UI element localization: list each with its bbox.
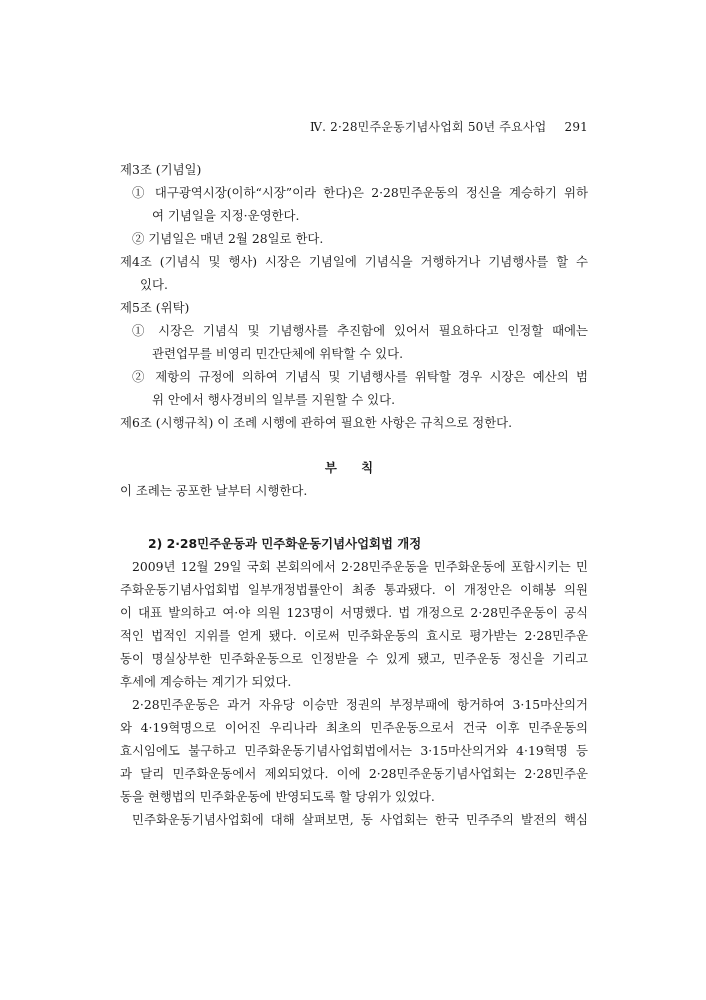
article-5-paragraph-1-line-2: 관련업무를 비영리 민간단체에 위탁할 수 있다. — [152, 346, 404, 361]
paragraph-line: 주화운동기념사업회법 일부개정법률안이 최종 통과됐다. 이 개정안은 이해봉 의원 — [120, 582, 588, 597]
paragraph-line: 과 달리 민주화운동에서 제외되었다. 이에 2·28민주운동기념사업회는 2·28민주운 — [120, 766, 588, 781]
article-3-paragraph-1-line-2: 여 기념일을 지정·운영한다. — [152, 208, 300, 223]
page-number: 291 — [564, 120, 588, 134]
addendum-text: 이 조례는 공포한 날부터 시행한다. — [120, 483, 308, 498]
paragraph-line: 민주화운동기념사업회에 대해 살펴보면, 동 사업회는 한국 민주주의 발전의 핵심 — [132, 812, 588, 827]
section-paragraph-2 — [120, 693, 588, 808]
running-header — [310, 118, 588, 135]
paragraph-line: 적인 법적인 지위를 얻게 됐다. 이로써 민주화운동의 효시로 평가받는 2·28민주운 — [120, 628, 588, 643]
article-4-line-1: 제4조 (기념식 및 행사) 시장은 기념일에 기념식을 거행하거나 기념행사를 할 수 — [120, 254, 588, 269]
article-3-paragraph-1-line-1: ① 대구광역시장(이하“시장”이라 한다)은 2·28민주운동의 정신을 계승하기 위하 — [132, 185, 588, 200]
paragraph-line: 이 대표 발의하고 여·야 의원 123명이 서명했다. 법 개정으로 2·28민주운동이 공식 — [120, 605, 588, 620]
paragraph-line: 후세에 계승하는 계기가 되었다. — [120, 674, 292, 689]
article-5-title: 제5조 (위탁) — [120, 300, 190, 315]
page-body — [120, 158, 588, 831]
article-4-line-2: 있다. — [140, 277, 168, 292]
article-5-paragraph-2-line-1: ② 제항의 규정에 의하여 기념식 및 기념행사를 위탁할 경우 시장은 예산의 범 — [132, 369, 588, 384]
paragraph-line: 2009년 12월 29일 국회 본회의에서 2·28민주운동을 민주화운동에 포함시키는 민 — [132, 559, 588, 574]
paragraph-line: 2·28민주운동은 과거 자유당 이승만 정권의 부정부패에 항거하여 3·15마산의거 — [132, 697, 588, 712]
article-6: 제6조 (시행규칙) 이 조례 시행에 관하여 필요한 사항은 규칙으로 정한다. — [120, 415, 513, 430]
addendum-title: 부 칙 — [324, 460, 384, 475]
section-paragraph-1 — [120, 555, 588, 693]
article-3-paragraph-2: ② 기념일은 매년 2월 28일로 한다. — [132, 231, 324, 246]
section-heading: 2) 2·28민주운동과 민주화운동기념사업회법 개정 — [148, 536, 422, 551]
article-3-title: 제3조 (기념일) — [120, 162, 202, 177]
running-title: Ⅳ. 2·28민주운동기념사업회 50년 주요사업 — [309, 120, 547, 134]
paragraph-line: 동을 현행법의 민주화운동에 반영되도록 할 당위가 있었다. — [120, 789, 435, 804]
paragraph-line: 와 4·19혁명으로 이어진 우리나라 최초의 민주운동으로서 건국 이후 민주운동의 — [120, 720, 588, 735]
article-5-paragraph-2-line-2: 위 안에서 행사경비의 일부를 지원할 수 있다. — [152, 392, 396, 407]
section-paragraph-3 — [120, 808, 588, 831]
paragraph-line: 동이 명실상부한 민주화운동으로 인정받을 수 있게 됐고, 민주운동 정신을 기리고 — [120, 651, 588, 666]
paragraph-line: 효시임에도 불구하고 민주화운동기념사업회법에서는 3·15마산의거와 4·19혁명 등 — [120, 743, 588, 758]
article-5-paragraph-1-line-1: ① 시장은 기념식 및 기념행사를 추진함에 있어서 필요하다고 인정할 때에는 — [132, 323, 588, 338]
